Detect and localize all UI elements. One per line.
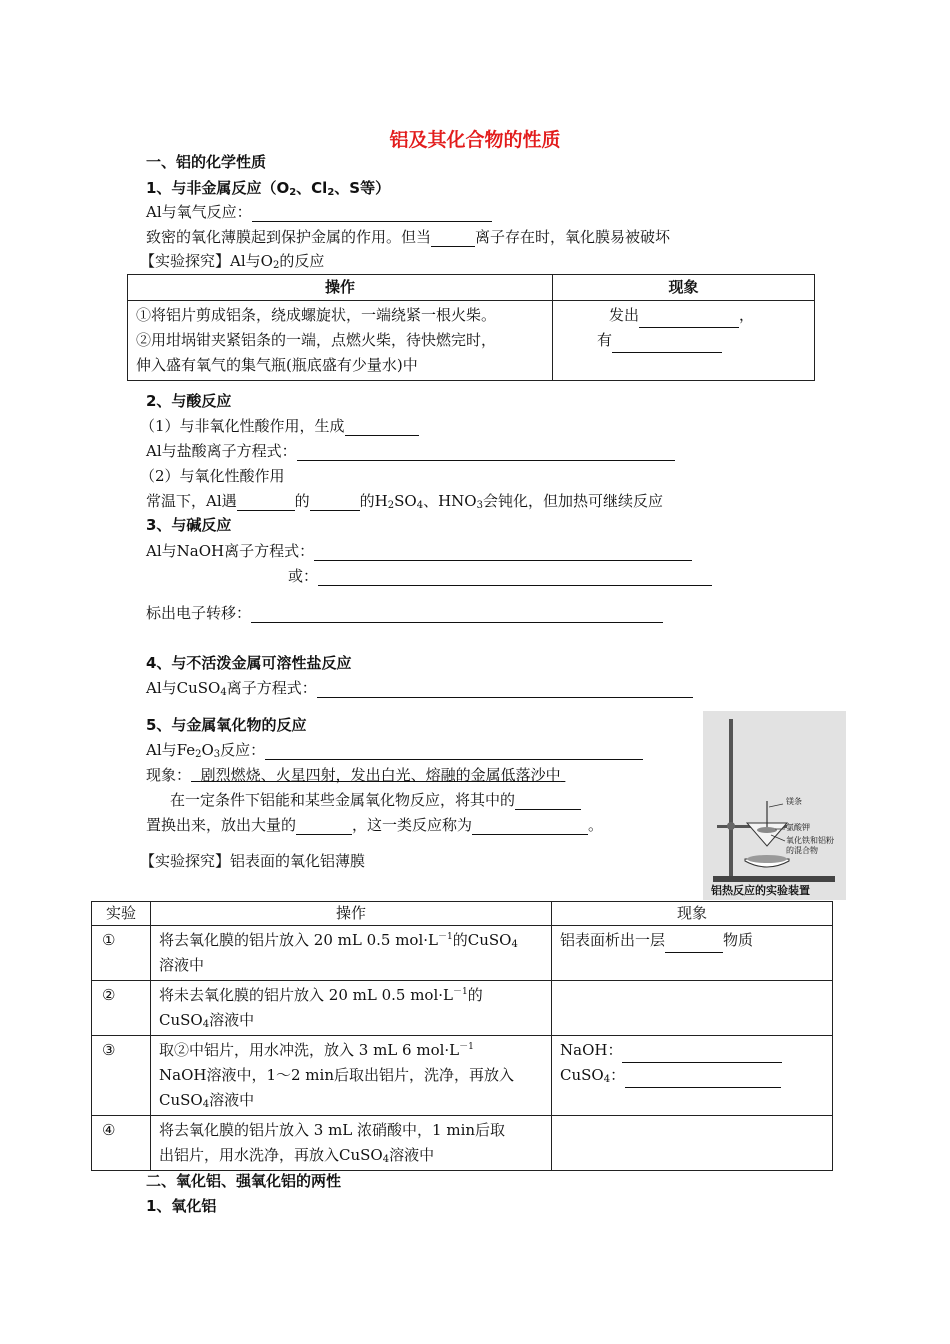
answer-blank[interactable] xyxy=(318,569,712,586)
operation-line: 取②中铝片，用水冲洗，放入 3 mL 6 $mol\cdot L^{-1}$ xyxy=(159,1041,474,1059)
phenomenon-line: CuSO$_4$： xyxy=(560,1063,824,1088)
answer-blank[interactable] xyxy=(252,205,492,222)
section-2-subsection-1-heading: 1、氧化铝 xyxy=(146,1197,217,1215)
table-cell-phenomenon xyxy=(552,1036,833,1116)
label-mixture-1: 氧化铁和铝粉 xyxy=(786,836,834,845)
thermite-condition-line-1: 在一定条件下铝能和某些金属氧化物反应，将其中的 xyxy=(170,790,581,810)
experiment-1-heading: 【实验探究】Al与$O_2$的反应 xyxy=(140,252,325,271)
table-header-phenomenon: 现象 xyxy=(552,902,833,926)
page-title: 铝及其化合物的性质 xyxy=(389,129,561,151)
answer-blank[interactable] xyxy=(297,444,675,461)
apparatus-drawing xyxy=(703,711,846,900)
phenomenon-line: 发出 ， xyxy=(561,303,806,328)
operation-line: 溶液中 xyxy=(159,956,205,974)
table-cell-operation xyxy=(128,301,553,381)
oxide-film-line: 致密的氧化薄膜起到保护金属的作用。但当 离子存在时，氧化膜易被破坏 xyxy=(146,228,671,246)
phenomenon-line: NaOH： xyxy=(560,1038,824,1063)
al-oxygen-line: Al与氧气反应： xyxy=(146,202,492,222)
operation-line: NaOH溶液中，1～2 min后取出铝片，洗净，再放入 xyxy=(159,1066,514,1084)
passivation-line: 常温下，Al遇 的 的$H_2SO_4$、$HNO_3$会钝化，但加热可继续反应 xyxy=(146,492,663,511)
fe2o3-equation-line: Al与$Fe_2O_3$反应： xyxy=(146,740,643,760)
answer-blank[interactable] xyxy=(665,936,723,953)
answer-blank[interactable] xyxy=(472,818,588,835)
naoh-equation-alt-line: 或： xyxy=(288,566,712,586)
experiment-number: ④ xyxy=(92,1116,151,1171)
oxidizing-acid-line: （2）与氧化性酸作用 xyxy=(140,467,285,485)
table-cell-phenomenon xyxy=(552,981,833,1036)
label-kclo3: 氯酸钾 xyxy=(786,823,810,832)
table-cell-phenomenon xyxy=(552,926,833,981)
table-cell-operation xyxy=(151,1116,552,1171)
non-oxidizing-acid-line: （1）与非氧化性酸作用，生成 xyxy=(140,416,419,436)
thermite-condition-line-2: 置换出来，放出大量的 ，这一类反应称为 。 xyxy=(146,816,604,834)
answer-blank[interactable] xyxy=(265,743,643,760)
phenomenon-line: 铝表面析出一层 物质 xyxy=(560,928,824,953)
thermite-apparatus-figure xyxy=(703,711,846,900)
experiment-2-table xyxy=(91,901,833,1171)
subsection-4-heading: 4、与不活泼金属可溶性盐反应 xyxy=(146,654,352,672)
answer-blank[interactable] xyxy=(345,419,419,436)
experiment-2-heading: 【实验探究】铝表面的氧化铝薄膜 xyxy=(140,852,366,870)
subsection-2-heading: 2、与酸反应 xyxy=(146,392,232,410)
label-mixture-2: 的混合物 xyxy=(786,846,818,855)
operation-line: ①将铝片剪成铝条，绕成螺旋状，一端绕紧一根火柴。 xyxy=(136,306,497,324)
table-cell-operation xyxy=(151,926,552,981)
answer-blank[interactable] xyxy=(431,230,475,247)
answer-blank[interactable] xyxy=(639,311,739,328)
operation-line: 伸入盛有氧气的集气瓶(瓶底盛有少量水)中 xyxy=(136,356,418,374)
section-1-heading: 一、铝的化学性质 xyxy=(146,153,267,171)
phenomenon-line: 现象： 剧烈燃烧、火星四射，发出白光、熔融的金属低落沙中 xyxy=(146,766,561,784)
operation-line: 将去氧化膜的铝片放入 3 mL 浓硝酸中，1 min后取 xyxy=(159,1121,506,1139)
subsection-1-heading: 1、与非金属反应（$O_2$、$Cl_2$、S等） xyxy=(146,179,391,198)
cuso4-equation-line: Al与CuSO$_4$离子方程式： xyxy=(146,678,693,698)
table-cell-operation xyxy=(151,1036,552,1116)
subsection-5-heading: 5、与金属氧化物的反应 xyxy=(146,716,307,734)
section-2-heading: 二、氧化铝、强氧化铝的两性 xyxy=(146,1172,342,1190)
subsection-3-heading: 3、与碱反应 xyxy=(146,516,232,534)
answer-blank[interactable] xyxy=(237,494,295,511)
answer-blank[interactable] xyxy=(317,681,693,698)
table-cell-operation xyxy=(151,981,552,1036)
answer-blank[interactable] xyxy=(612,336,722,353)
phenomenon-line: 有 xyxy=(561,328,806,353)
answer-blank[interactable] xyxy=(622,1046,782,1063)
label-magnesium: 镁条 xyxy=(786,797,802,806)
answer-blank[interactable] xyxy=(296,818,352,835)
operation-line: 将去氧化膜的铝片放入 20 mL 0.5 $mol\cdot L^{-1}$的CuSO$_4$ xyxy=(159,931,518,950)
table-header-operation: 操作 xyxy=(151,902,552,926)
operation-line: 出铝片，用水洗净，再放入CuSO$_4$溶液中 xyxy=(159,1146,435,1165)
operation-line: ②用坩埚钳夹紧铝条的一端，点燃火柴，待快燃完时， xyxy=(136,331,497,349)
experiment-1-table xyxy=(127,274,815,381)
table-header-operation: 操作 xyxy=(128,275,553,301)
figure-caption: 铝热反应的实验装置 xyxy=(711,884,810,897)
electron-transfer-line: 标出电子转移： xyxy=(146,603,663,623)
answer-blank[interactable] xyxy=(251,606,663,623)
experiment-number: ① xyxy=(92,926,151,981)
naoh-equation-line: Al与NaOH离子方程式： xyxy=(146,541,692,561)
experiment-number: ③ xyxy=(92,1036,151,1116)
table-header-phenomenon: 现象 xyxy=(553,275,815,301)
table-cell-phenomenon xyxy=(553,301,815,381)
answer-blank[interactable] xyxy=(625,1071,781,1088)
table-cell-phenomenon xyxy=(552,1116,833,1171)
answer-blank[interactable] xyxy=(310,494,360,511)
operation-line: CuSO$_4$溶液中 xyxy=(159,1011,255,1030)
answer-blank[interactable] xyxy=(314,544,692,561)
operation-line: CuSO$_4$溶液中 xyxy=(159,1091,255,1110)
experiment-number: ② xyxy=(92,981,151,1036)
operation-line: 将未去氧化膜的铝片放入 20 mL 0.5 $mol\cdot L^{-1}$的 xyxy=(159,986,483,1004)
answer-blank[interactable] xyxy=(515,793,581,810)
table-header-experiment: 实验 xyxy=(92,902,151,926)
hcl-equation-line: Al与盐酸离子方程式： xyxy=(146,441,675,461)
